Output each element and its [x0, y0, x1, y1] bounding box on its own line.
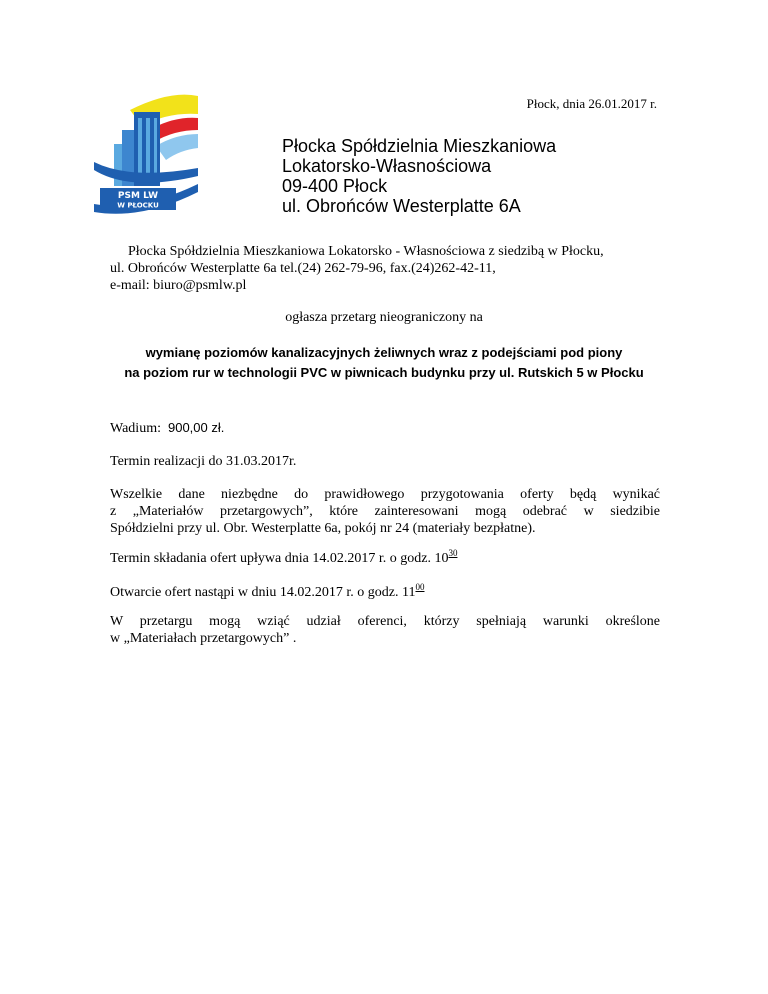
org-street: ul. Obrońców Westerplatte 6A — [282, 196, 521, 216]
org-name-line1: Płocka Spółdzielnia Mieszkaniowa — [282, 136, 557, 156]
opening-text: Otwarcie ofert nastąpi w dniu 14.02.2017 r. o godz. 11 — [110, 585, 416, 600]
logo-text-line2: W PŁOCKU — [117, 201, 159, 210]
document-date: Płock, dnia 26.01.2017 r. — [526, 96, 657, 111]
deadline-text: Termin składania ofert upływa dnia 14.02.2017 r. o godz. 10 — [110, 551, 449, 566]
offer-opening — [110, 579, 660, 601]
wadium-line — [110, 419, 660, 437]
intro-paragraph — [110, 243, 660, 294]
materials-line1: Wszelkie dane niezbędne do prawidłowego przygotowania oferty będą wynikać — [110, 487, 660, 502]
materials-line3: Spółdzielni przy ul. Obr. Westerplatte 6a, pokój nr 24 (materiały bezpłatne). — [110, 521, 536, 536]
announcement: ogłasza przetarg nieograniczony na — [285, 310, 483, 325]
intro-line1: Płocka Spółdzielnia Mieszkaniowa Lokatorsko - Własnościowa z siedzibą w Płocku, — [128, 244, 604, 259]
organization-header — [282, 136, 556, 216]
conditions-line1: W przetargu mogą wziąć udział oferenci, którzy spełniają warunki określone — [110, 614, 660, 629]
deadline-minutes: 30 — [448, 548, 458, 558]
materials-line2: z „Materiałów przetargowych”, które zainteresowani mogą odebrać w siedzibie — [110, 504, 660, 519]
logo-text-line1: PSM LW — [117, 191, 159, 201]
materials-paragraph — [110, 486, 660, 537]
tender-subject — [0, 343, 768, 383]
conditions-line2: w „Materiałach przetargowych” . — [110, 631, 297, 646]
submission-deadline — [110, 545, 660, 567]
wadium-label: Wadium: — [110, 421, 161, 436]
intro-line2: ul. Obrońców Westerplatte 6a tel.(24) 262-79-96, fax.(24)262-42-11, — [110, 261, 496, 276]
completion-deadline: Termin realizacji do 31.03.2017r. — [110, 454, 297, 469]
org-postal: 09-400 Płock — [282, 176, 388, 196]
psm-lw-logo — [90, 92, 200, 222]
org-name-line2: Lokatorsko-Własnościowa — [282, 156, 492, 176]
opening-minutes: 00 — [415, 582, 425, 592]
intro-line3: e-mail: biuro@psmlw.pl — [110, 278, 247, 293]
subject-line2: na poziom rur w technologii PVC w piwnicach budynku przy ul. Rutskich 5 w Płocku — [124, 365, 644, 380]
participation-conditions — [110, 613, 660, 647]
subject-line1: wymianę poziomów kanalizacyjnych żeliwnych wraz z podejściami pod piony — [145, 345, 623, 360]
wadium-value: 900,00 zł. — [167, 420, 225, 435]
